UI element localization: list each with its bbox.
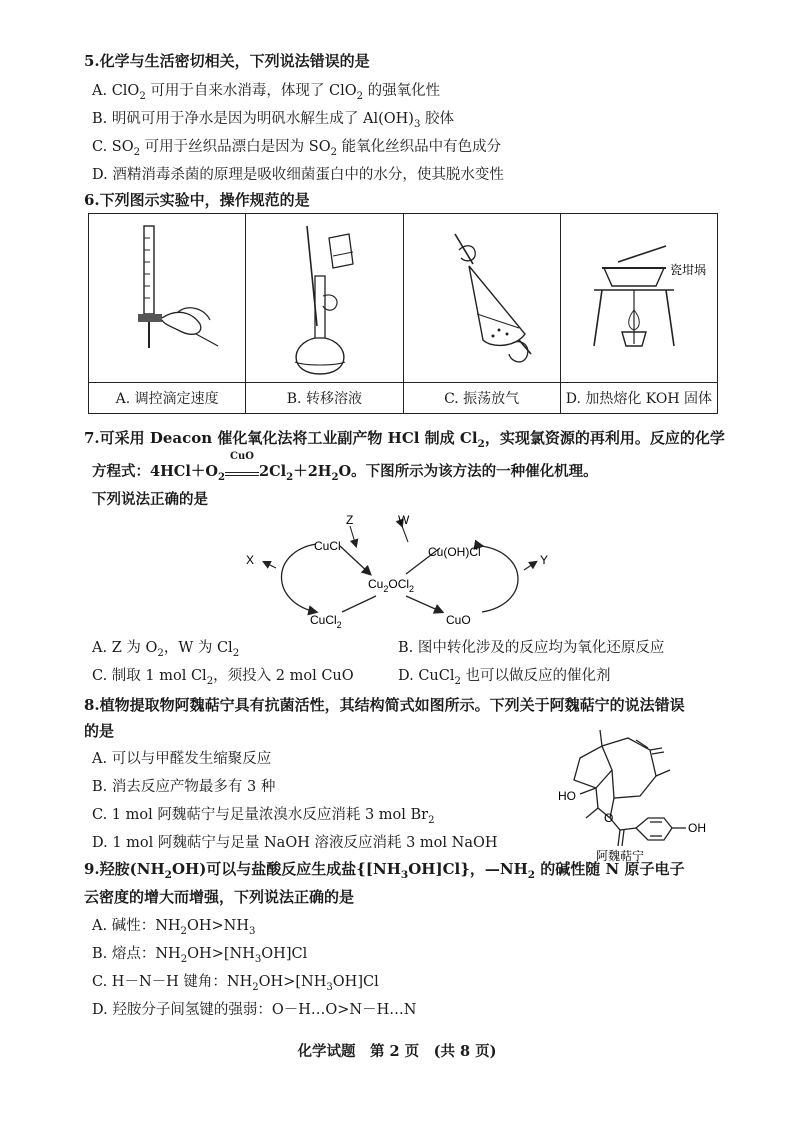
apparatus-table	[88, 213, 718, 414]
q7-stem-line3: 下列说法正确的是	[92, 491, 208, 508]
struct-o: O	[604, 811, 614, 825]
q5-option-c: C. $SO_2$ 可用于丝织品漂白是因为 $SO_2$ 能氧化丝织品中有色成分	[92, 139, 502, 158]
label-y: Y	[540, 553, 549, 567]
q7-stem-line1: 7.可采用 Deacon 催化氧化法将工业副产物 HCl 制成 $Cl_2$，实现氯资源的再利用。反应的化学	[84, 429, 725, 450]
separatory-funnel-figure	[403, 214, 560, 383]
q7-equation: 方程式：$4HCl+O_2$ CuO $2Cl_2+2H_2O$。下图所示为该方法的一种催化机理。	[92, 451, 598, 483]
node-cucl2: CuCl$_2$	[310, 613, 342, 630]
q9-stem-line1: 9.羟胺$(NH_2OH)$可以与盐酸反应生成盐$\{[NH_3OH]Cl\}$，$—NH_2$ 的碱性随 N 原子电子	[84, 860, 685, 881]
label-x: X	[246, 553, 255, 567]
node-cucl: CuCl	[314, 539, 341, 553]
q9-stem-line2: 云密度的增大而增强，下列说法正确的是	[84, 888, 355, 906]
q7-option-b: B. 图中转化涉及的反应均为氧化还原反应	[398, 640, 665, 656]
label-w: W	[398, 513, 410, 527]
caption-a: A. 调控滴定速度	[89, 383, 246, 414]
structure-diagram	[540, 718, 740, 866]
crucible-label: 瓷坩埚	[669, 263, 706, 277]
struct-oh: OH	[688, 821, 706, 835]
q9-option-a: A. 碱性：$NH_2OH>NH_3$	[92, 918, 256, 937]
q7-option-a: A. Z 为 $O_2$，W 为 $Cl_2$	[92, 640, 240, 659]
q5-option-a: A. ClO$_2$ 可用于自来水消毒，体现了 ClO$_2$ 的强氧化性	[92, 83, 441, 102]
crucible-heating-figure	[560, 214, 717, 383]
q8-option-d: D. 1 mol 阿魏萜宁与足量 NaOH 溶液反应消耗 3 mol NaOH	[92, 835, 498, 851]
caption-c: C. 振荡放气	[403, 383, 560, 414]
q8-option-c: C. 1 mol 阿魏萜宁与足量浓溴水反应消耗 3 mol $Br_2$	[92, 807, 435, 826]
q6-stem: 6.下列图示实验中，操作规范的是	[84, 191, 310, 209]
node-cuo: CuO	[446, 613, 471, 627]
catalytic-cycle-diagram	[230, 512, 570, 632]
page-footer: 化学试题 第 2 页 (共 8 页)	[297, 1043, 497, 1060]
q9-option-d: D. 羟胺分子间氢键的强弱：O－H…O>N－H…N	[92, 1002, 417, 1018]
caption-b: B. 转移溶液	[246, 383, 403, 414]
struct-ho: HO	[558, 789, 576, 803]
burette-figure	[89, 214, 246, 383]
q5-option-d: D. 酒精消毒杀菌的原理是吸收细菌蛋白中的水分，使其脱水变性	[92, 167, 504, 183]
q8-option-b: B. 消去反应产物最多有 3 种	[92, 779, 276, 795]
q7-option-c: C. 制取 1 mol $Cl_2$，须投入 2 mol CuO	[92, 668, 354, 687]
q9-option-c: C. H－N－H 键角：$NH_2OH>[NH_3OH]Cl$	[92, 974, 379, 993]
q8-stem-line2: 的是	[84, 722, 115, 740]
node-cuohcl: Cu(OH)Cl	[428, 545, 481, 559]
q7-option-d: D. CuCl$_2$ 也可以做反应的催化剂	[398, 668, 611, 687]
q9-option-b: B. 熔点：$NH_2OH>[NH_3OH]Cl$	[92, 946, 308, 965]
struct-name: 阿魏萜宁	[596, 849, 645, 863]
q8-option-a: A. 可以与甲醛发生缩聚反应	[92, 751, 272, 767]
q5-stem: 5.化学与生活密切相关，下列说法错误的是	[84, 52, 370, 70]
caption-d: D. 加热熔化 KOH 固体	[560, 383, 717, 414]
q8-stem-line1: 8.植物提取物阿魏萜宁具有抗菌活性，其结构简式如图所示。下列关于阿魏萜宁的说法错误	[84, 696, 685, 714]
label-z: Z	[346, 513, 354, 527]
volumetric-flask-figure	[246, 214, 403, 383]
catalyst-label: CuO	[230, 451, 254, 462]
node-cu2ocl2: $Cu_2OCl_2$	[368, 577, 415, 594]
q5-option-b: B. 明矾可用于净水是因为明矾水解生成了 $Al(OH)_3$ 胶体	[92, 111, 454, 130]
